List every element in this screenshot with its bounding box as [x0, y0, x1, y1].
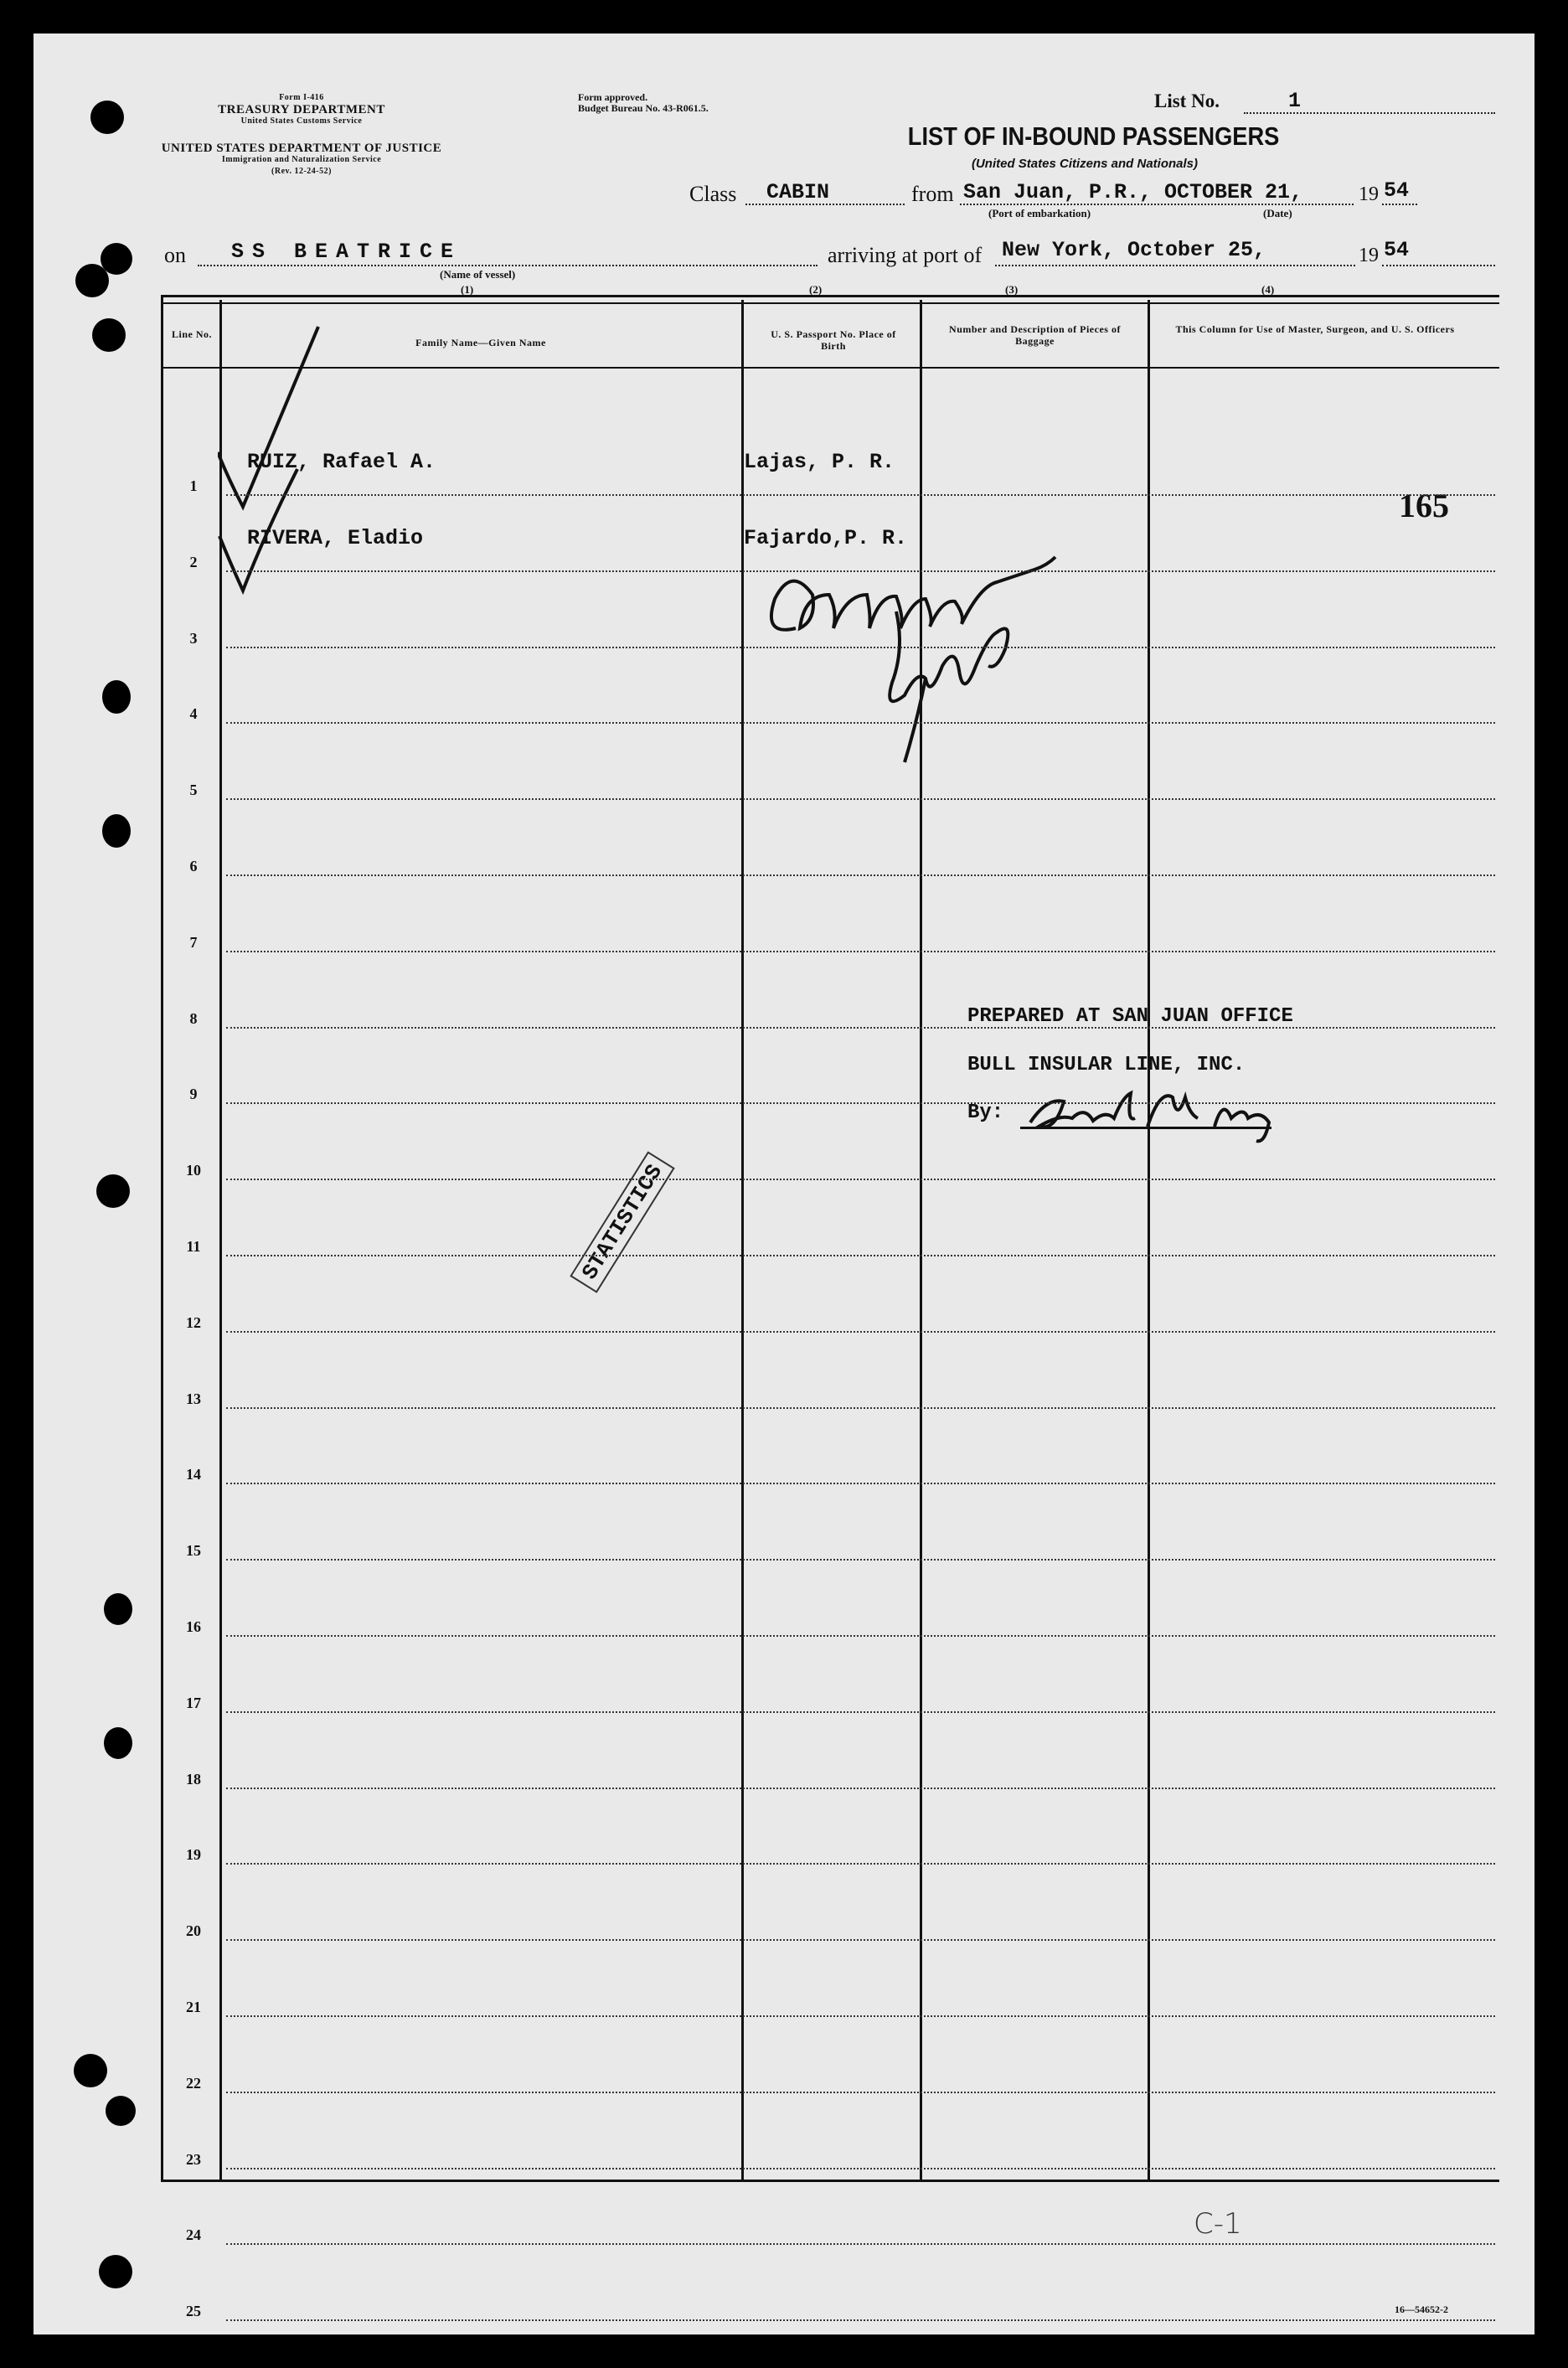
col-rule-name	[741, 300, 744, 2182]
on-label: on	[164, 243, 186, 267]
row-rule	[226, 2168, 1495, 2169]
year-value-2: 54	[1384, 238, 1410, 262]
prepared-by-label: By:	[967, 1101, 1004, 1124]
row-rule	[226, 2092, 1495, 2093]
year-value: 54	[1384, 178, 1410, 203]
list-number-line	[1244, 112, 1495, 114]
vessel-name: SS BEATRICE	[231, 240, 462, 264]
passenger-name: RUIZ, Rafael A.	[247, 450, 436, 474]
list-number-label: List No.	[1154, 90, 1220, 111]
punch-hole	[74, 2054, 107, 2087]
statistics-stamp: STATISTICS	[570, 1151, 675, 1292]
passenger-count: 165	[1399, 487, 1449, 524]
row-number: 18	[186, 1770, 201, 1788]
header-officers: This Column for Use of Master, Surgeon, and U. S. Officers	[1175, 323, 1455, 335]
row-rule	[226, 1331, 1495, 1333]
row-rule	[226, 1102, 1495, 1104]
row-rule	[226, 2243, 1495, 2245]
form-subtitle: (United States Citizens and Nationals)	[971, 157, 1199, 171]
row-rule	[226, 2015, 1495, 2017]
passenger-name: RIVERA, Eladio	[247, 525, 424, 550]
place-of-birth: Lajas, P. R.	[744, 450, 895, 474]
row-number: 3	[189, 629, 198, 647]
row-number: 15	[186, 1542, 201, 1560]
col-rule-baggage	[1148, 300, 1150, 2182]
treasury-label: TREASURY DEPARTMENT	[218, 103, 385, 116]
row-number: 5	[189, 782, 198, 799]
row-rule	[226, 570, 1495, 572]
pencil-note: C-1	[1194, 2207, 1242, 2241]
year-prefix-2: 19	[1359, 245, 1379, 266]
prepared-company: BULL INSULAR LINE, INC.	[967, 1054, 1246, 1076]
punch-hole	[102, 680, 131, 714]
from-label: from	[911, 182, 954, 206]
row-number: 17	[186, 1694, 201, 1711]
row-rule	[226, 2319, 1495, 2321]
punch-hole	[92, 318, 126, 352]
date-caption: (Date)	[1263, 207, 1292, 219]
punch-hole	[104, 1593, 132, 1625]
vessel-caption: (Name of vessel)	[440, 268, 516, 281]
year-line	[1382, 204, 1417, 205]
arrival-value: New York, October 25,	[1002, 238, 1266, 262]
from-value: San Juan, P.R., OCTOBER 21,	[963, 180, 1303, 204]
document-sheet	[34, 34, 1534, 2334]
row-rule	[226, 1255, 1495, 1256]
form-approved: Form approved.	[578, 91, 648, 103]
header-line-no: Line No.	[171, 328, 212, 340]
list-number-value: 1	[1288, 89, 1302, 113]
row-number: 2	[189, 553, 198, 570]
row-rule	[226, 1711, 1495, 1713]
col-caption-3: (3)	[1005, 283, 1019, 296]
form-code: 16—54652-2	[1395, 2304, 1448, 2315]
row-number: 21	[186, 1999, 201, 2015]
row-rule	[226, 1939, 1495, 1941]
row-number: 10	[186, 1162, 201, 1179]
agency-header	[159, 92, 444, 127]
form-title: LIST OF IN-BOUND PASSENGERS	[907, 121, 1280, 151]
budget-bureau: Budget Bureau No. 43-R061.5.	[578, 102, 709, 114]
punch-hole	[102, 814, 131, 848]
col-caption-4: (4)	[1261, 283, 1275, 296]
row-rule	[226, 1407, 1495, 1409]
justice-header	[159, 142, 444, 178]
punch-hole	[90, 101, 124, 134]
row-rule	[226, 722, 1495, 724]
row-number: 22	[186, 2074, 201, 2092]
row-rule	[226, 494, 1495, 496]
arrival-line	[995, 265, 1355, 266]
header-passport: U. S. Passport No. Place of Birth	[771, 328, 896, 352]
form-number: Form I-416	[279, 93, 324, 102]
row-number: 1	[189, 477, 198, 494]
header-baggage: Number and Description of Pieces of Baggage	[949, 323, 1121, 347]
class-label: Class	[689, 182, 737, 206]
arriving-label: arriving at port of	[828, 243, 983, 267]
header-bottom-rule	[163, 367, 1499, 369]
table-top-rule	[163, 295, 1499, 304]
row-rule	[226, 1788, 1495, 1789]
row-rule	[226, 1635, 1495, 1637]
agent-signature	[1022, 1081, 1290, 1148]
row-number: 23	[186, 2150, 201, 2168]
row-number: 11	[186, 1238, 201, 1255]
row-rule	[226, 1179, 1495, 1180]
row-rule	[226, 1559, 1495, 1561]
row-number: 12	[186, 1313, 201, 1331]
class-value: CABIN	[766, 180, 830, 204]
row-number: 9	[189, 1086, 198, 1103]
punch-hole	[104, 1727, 132, 1759]
row-rule	[226, 647, 1495, 648]
row-number: 8	[189, 1009, 198, 1027]
punch-hole	[99, 2255, 132, 2288]
row-rule	[226, 874, 1495, 876]
header-name: Family Name—Given Name	[415, 337, 546, 348]
rev-label: (Rev. 12-24-52)	[271, 167, 332, 176]
row-number: 24	[186, 2226, 201, 2244]
row-number: 7	[189, 933, 198, 951]
prepared-office: PREPARED AT SAN JUAN OFFICE	[967, 1005, 1293, 1028]
year-prefix: 19	[1359, 183, 1379, 205]
col-caption-1: (1)	[461, 283, 474, 296]
row-number: 13	[186, 1390, 201, 1407]
row-rule	[226, 1483, 1495, 1484]
approval-note	[578, 92, 709, 114]
year-line-2	[1382, 265, 1495, 266]
row-number: 16	[186, 1618, 201, 1635]
row-rule	[226, 951, 1495, 952]
row-number: 6	[189, 858, 198, 874]
row-number: 25	[186, 2303, 201, 2320]
row-rule	[226, 798, 1495, 800]
punch-hole	[106, 2096, 136, 2126]
row-number: 20	[186, 1922, 201, 1940]
justice-label: UNITED STATES DEPARTMENT OF JUSTICE	[161, 142, 442, 155]
row-rule	[226, 1027, 1495, 1029]
row-number: 14	[186, 1466, 201, 1483]
customs-label: United States Customs Service	[240, 116, 363, 126]
vessel-line	[198, 265, 818, 266]
row-number: 4	[189, 705, 198, 723]
ins-label: Immigration and Naturalization Service	[221, 155, 382, 164]
punch-hole	[75, 264, 109, 297]
row-rule	[226, 1863, 1495, 1865]
punch-hole	[96, 1174, 130, 1208]
place-of-birth: Fajardo,P. R.	[744, 525, 908, 550]
port-caption: (Port of embarkation)	[988, 207, 1091, 219]
col-caption-2: (2)	[809, 283, 823, 296]
row-number: 19	[186, 1846, 201, 1864]
